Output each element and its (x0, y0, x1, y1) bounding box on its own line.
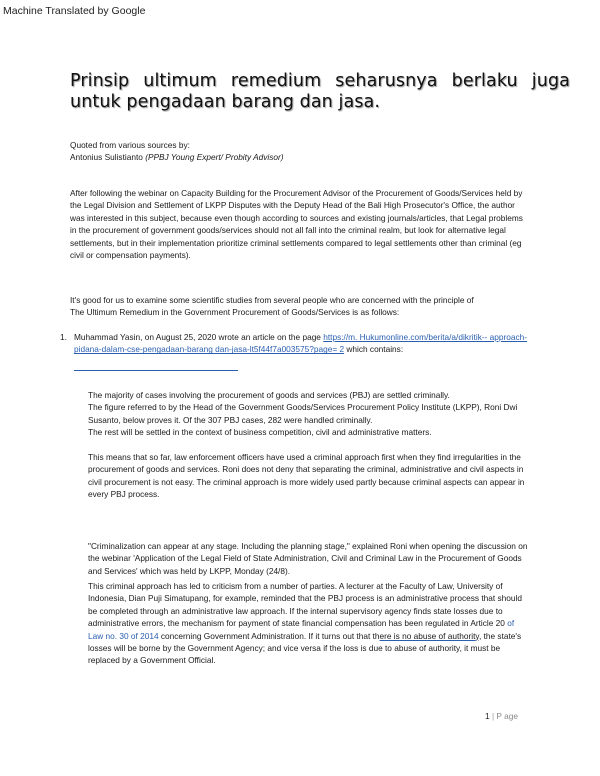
quote-cases-line-3: The rest will be settled in the context of business competition, civil and administrative matters. (88, 427, 432, 438)
page-footer (485, 711, 518, 721)
author-name: Antonius Sulistianto (70, 152, 143, 163)
studies-paragraph (70, 294, 530, 319)
studies-line-1: It's good for us to examine some scientific studies from several people who are concerned with the principle of (70, 295, 474, 305)
list-item (60, 331, 530, 356)
footer-separator: | (491, 711, 495, 721)
quoted-intro: Quoted from various sources by: (70, 140, 190, 150)
page-label: P age (496, 711, 518, 721)
page-title (70, 71, 570, 113)
law-reference-link[interactable]: of Law no. 30 of 2014 (88, 618, 515, 641)
list-text-after: which contains: (344, 344, 404, 355)
quote-cases (88, 389, 528, 439)
list-number: 1. (60, 332, 67, 342)
quoted-by (70, 139, 530, 164)
quote-criticism (88, 580, 528, 667)
link-underline (74, 370, 238, 371)
studies-line-2: The Ultimum Remedium in the Government Procurement of Goods/Services is as follows: (70, 307, 400, 318)
intro-paragraph: After following the webinar on Capacity Building for the Procurement Advisor of the Procurement of Goods/Services held by the Legal Division and Settlement of LKPP Disputes with the Deputy Head of the Bali High Prosecutor's Office, the author was interested in this subject, because even though according to sources and existing journals/articles, that Legal problems in the procurement of government goods/services should not all fall into the criminal realm, but look for alternative legal settlements, but in their implementation prioritize criminal settlements compared to legal settlements other than criminal (eg civil or compensation payments). (70, 188, 523, 261)
machine-translated-label: Machine Translated by Google (3, 5, 146, 17)
quote-criminalization: "Criminalization can appear at any stage. Including the planning stage," explained Roni when opening the discussion on the webinar 'Application of the Legal Field of State Administration, Civil and Criminal Law in the Procurement of Goods and Services' which was held by LKPP, Monday (24/8). (88, 541, 528, 576)
title-line-2: untuk pengadaan barang dan jasa. (70, 92, 381, 112)
criticism-text-2: concerning Government Administration. If it turns out that th (158, 630, 380, 641)
list-text-before: Muhammad Yasin, on August 25, 2020 wrote an article on the page (74, 332, 324, 342)
list-body (74, 331, 530, 356)
quote-approach: This means that so far, law enforcement officers have used a criminal approach first when they find irregularities in the procurement of goods and services. Roni does not deny that separating the criminal, administrative and civil aspects in civil procurement is not easy. The criminal approach is more widely used partly because criminal aspects can appear in every PBJ process. (88, 452, 525, 500)
quote-cases-line-2: The figure referred to by the Head of the Government Goods/Services Procurement Policy Institute (LKPP), Roni Dwi Susanto, below proves it. Of the 307 PBJ cases, 282 were handled criminally. (88, 402, 518, 425)
page-number: 1 (485, 711, 490, 721)
article-link[interactable]: https://m. Hukumonline.com/berita/a/dikritik-- approach-pidana-dalam-cse-pengadaan-barang dan-jasa-lt5f44f7a003575?page= 2 (74, 332, 528, 355)
abuse-of-authority-highlight: ere is no abuse of authority (379, 630, 479, 641)
quote-cases-line-1: The majority of cases involving the procurement of goods and services (PBJ) are settled criminally. (88, 390, 450, 400)
criticism-text-3: , the state's losses will be borne by the Government Agency; and vice versa if the loss is due to abuse of authority, it must be replaced by a Government Official. (88, 630, 522, 666)
author-role: (PPBJ Young Expert/ Probity Advisor) (145, 152, 284, 163)
criticism-text-1: This criminal approach has led to criticism from a number of parties. A lecturer at the Faculty of Law, University of Indonesia, Dian Puji Simatupang, for example, reminded that the PBJ process is an administrative process that should be completed through an administrative law approach. If the internal supervisory agency finds state losses due to administrative errors, the mechanism for payment of state financial compensation has been regulated in Article 20 (88, 581, 522, 629)
author-line (70, 151, 530, 163)
title-line-1: Prinsip ultimum remedium seharusnya berlaku juga (70, 71, 570, 91)
